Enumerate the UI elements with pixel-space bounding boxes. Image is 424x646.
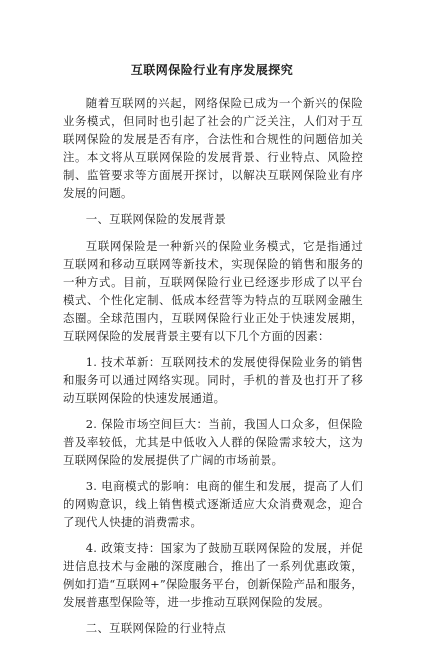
section-heading-background: 一、互联网保险的发展背景: [85, 212, 227, 226]
point-ecommerce: 3. 电商模式的影响：电商的催生和发展，提高了人们的网购意识，线上销售模式逐渐适应大众消费观念，迎合了现代人快捷的消费需求。: [63, 479, 363, 529]
background-paragraph: 互联网保险是一种新兴的保险业务模式，它是指通过互联网和移动互联网等新技术，实现保险的销售和服务的一种方式。目前，互联网保险行业已经逐步形成了以平台模式、个性化定制、低成本经营等为特点的互联网金融生态圈。全球范围内，互联网保险行业正处于快速发展期，互联网保险的发展背景主要有以下几个方面的因素：: [63, 239, 363, 343]
document-body: [63, 94, 363, 646]
point-policy: 4. 政策支持：国家为了鼓励互联网保险的发展，并促进信息技术与金融的深度融合，推出了一系列优惠政策，例如打造“互联网+”保险服务平台，创新保险产品和服务，发展普惠型保险等，进一步推动互联网保险的发展。: [63, 541, 363, 609]
section-heading-features: 二、互联网保险的行业特点: [85, 621, 227, 635]
point-market-space: 2. 保险市场空间巨大：当前，我国人口众多，但保险普及率较低，尤其是中低收入人群的保险需求较大，这为互联网保险的发展提供了广阔的市场前景。: [63, 417, 363, 467]
document-title: 互联网保险行业有序发展探究: [130, 63, 294, 77]
point-technology: 1. 技术革新：互联网技术的发展使得保险业务的销售和服务可以通过网络实现。同时，手机的普及也打开了移动互联网保险的快速发展通道。: [63, 355, 363, 405]
intro-paragraph: 随着互联网的兴起，网络保险已成为一个新兴的保险业务模式，但同时也引起了社会的广泛关注，人们对于互联网保险的发展是否有序，合法性和合规性的问题倍加关注。本文将从互联网保险的发展背景、行业特点、风险控制、监管要求等方面展开探讨，以解决互联网保险业有序发展的问题。: [63, 96, 363, 200]
